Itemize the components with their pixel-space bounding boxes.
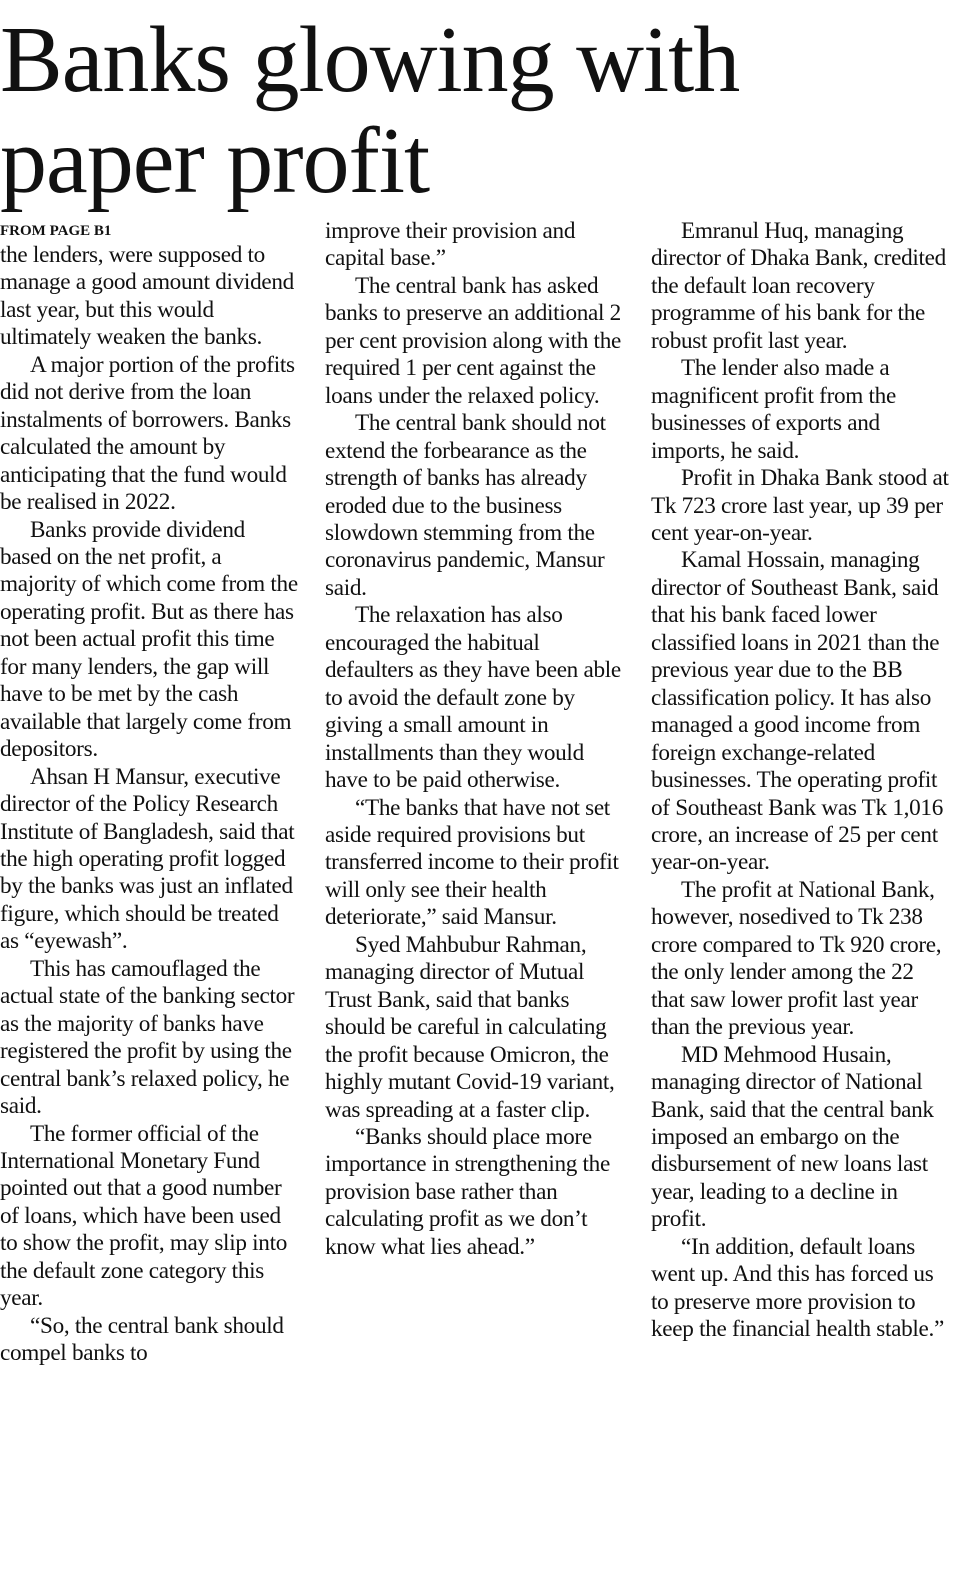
paragraph: This has camouflaged the actual state of the banking sector as the majority of banks have registered the profit by using the central bank’s relaxed policy, he said.: [0, 955, 295, 1120]
paragraph: the lenders, were supposed to manage a good amount dividend last year, but this would ultimately weaken the banks.: [0, 242, 294, 351]
paragraph: “Banks should place more importance in strengthening the provision base rather than calculating profit as we don’t know what lies ahead.”: [325, 1123, 610, 1260]
paragraph: The former official of the International Monetary Fund pointed out that a good number of loans, which have been used to show the profit, may slip into the default zone category this year.: [0, 1120, 288, 1312]
paragraph: “The banks that have not set aside required provisions but transferred income to their profit will only see their health deteriorate,” said Mansur.: [325, 794, 619, 931]
paragraph: The lender also made a magnificent profit from the businesses of exports and imports, he said.: [651, 355, 896, 464]
paragraph: The central bank has asked banks to preserve an additional 2 per cent provision along with the required 1 per cent against the loans under the relaxed policy.: [325, 272, 621, 409]
paragraph: “In addition, default loans went up. And this has forced us to preserve more provision to keep the financial health stable.”: [651, 1233, 945, 1343]
paragraph: improve their provision and capital base.”: [325, 218, 576, 272]
paragraph: Ahsan H Mansur, executive director of the Policy Research Institute of Bangladesh, said that the high operating profit logged by the banks was just an inflated figure, which should be treated as “eyewash”.: [0, 763, 295, 955]
paragraph: “So, the central bank should compel banks to: [0, 1312, 284, 1367]
paragraph: Emranul Huq, managing director of Dhaka Bank, credited the default loan recovery programme of his bank for the robust profit last year.: [651, 218, 946, 354]
article-column-2: [325, 218, 623, 1261]
paragraph: Banks provide dividend based on the net profit, a majority of which come from the operating profit. But as there has not been actual profit this time for many lenders, the gap will have to be met by the cash available that largely come from depositors.: [0, 516, 298, 763]
paragraph: The profit at National Bank, however, nosedived to Tk 238 crore compared to Tk 920 crore, the only lender among the 22 that saw lower profit last year than the previous year.: [651, 876, 942, 1041]
paragraph: Syed Mahbubur Rahman, managing director of Mutual Trust Bank, said that banks should be careful in calculating the profit because Omicron, the highly mutant Covid-19 variant, was spreading at a faster clip.: [325, 931, 615, 1123]
article-headline: Banks glowing with paper profit: [0, 8, 740, 213]
paragraph: The central bank should not extend the forbearance as the strength of banks has already eroded due to the business slowdown stemming from the coronavirus pandemic, Mansur said.: [325, 410, 606, 601]
paragraph: A major portion of the profits did not derive from the loan instalments of borrowers. Banks calculated the amount by anticipating that the fund would be realised in 2022.: [0, 351, 295, 516]
paragraph: Profit in Dhaka Bank stood at Tk 723 crore last year, up 39 per cent year-on-year.: [651, 465, 949, 546]
paragraph: MD Mehmood Husain, managing director of National Bank, said that the central bank imposed an embargo on the disbursement of new loans last year, leading to a decline in profit.: [651, 1041, 934, 1233]
article-column-1: [0, 218, 300, 1368]
jump-label: FROM PAGE B1: [0, 223, 112, 239]
paragraph: Kamal Hossain, managing director of Southeast Bank, said that his bank faced lower classified loans in 2021 than the previous year due to the BB classification policy. It has also managed a good income from foreign exchange-related businesses. The operating profit of Southeast Bank was Tk 1,016 crore, an increase of 25 per cent year-on-year.: [651, 547, 943, 876]
article-column-3: [651, 218, 951, 1344]
paragraph: The relaxation has also encouraged the habitual defaulters as they have been able to avoid the default zone by giving a small amount in installments than they would have to be paid otherwise.: [325, 602, 621, 794]
